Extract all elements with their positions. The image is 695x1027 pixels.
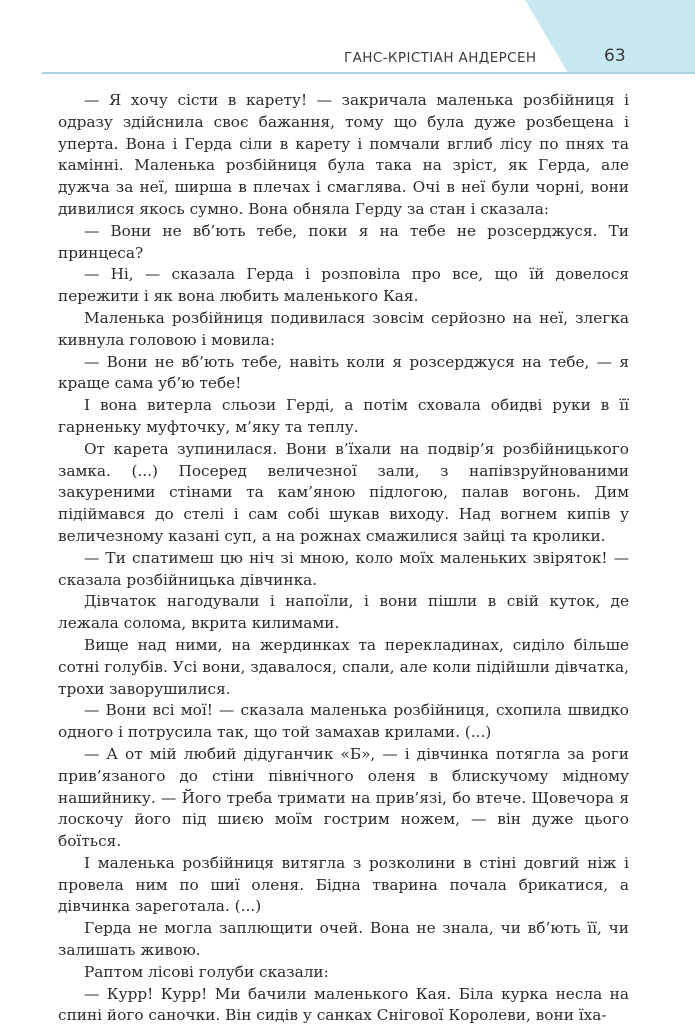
story-text: [58, 90, 629, 1027]
paragraph: І маленька розбійниця витягла з розколини в стіні довгий ніж і провела ним по шиї оленя. Бідна тварина почала брикатися, а дівчинка зареготала. (...): [58, 853, 629, 916]
paragraph: — А от мій любий дідуганчик «Б», — і дівчинка потягла за роги прив’язаного до стіни північного оленя в блискучому мідному нашийнику. — Його треба тримати на прив’язі, бо втече. Щовечора я лоскочу його під шиєю моїм гострим ножем, — він дуже цього боїться.: [58, 744, 629, 851]
paragraph: — Я хочу сісти в карету! — закричала маленька розбійниця і одразу здійснила своє бажання, тому що була дуже розбещена і уперта. Вона і Герда сіли в карету і помчали вглиб лісу по пнях та камінні. Маленька розбійниця була така на зріст, як Герда, але дужча за неї, ширша в плечах і смаглява. Очі в неї були чорні, вони дивилися якось сумно. Вона обняла Герду за стан і сказала:: [58, 91, 629, 218]
header-divider: [42, 72, 695, 74]
paragraph: — Вони всі мої! — сказала маленька розбійниця, схопила швидко одного і потрусила так, що той замахав крилами. (...): [58, 701, 629, 742]
page-number: 63: [604, 46, 626, 66]
paragraph: — Ти спатимеш цю ніч зі мною, коло моїх маленьких звіряток! — сказала розбійницька дівчинка.: [58, 548, 629, 589]
paragraph: — Ні, — сказала Герда і розповіла про все, що їй довелося пережити і як вона любить маленького Кая.: [58, 265, 629, 306]
paragraph: Герда не могла заплющити очей. Вона не знала, чи вб’ють її, чи залишать живою.: [58, 919, 629, 960]
paragraph: І вона витерла сльози Герді, а потім сховала обидві руки в її гарненьку муфточку, м’яку та теплу.: [58, 396, 629, 436]
paragraph: Вище над ними, на жердинках та перекладинах, сиділо більше сотні голубів. Усі вони, здавалося, спали, але коли підійшли дівчатка, трохи заворушилися.: [58, 635, 629, 698]
running-header-author: ГАНС-КРІСТІАН АНДЕРСЕН: [344, 50, 537, 66]
paragraph: — Вони не вб’ють тебе, поки я на тебе не розсерджуся. Ти принцеса?: [58, 221, 629, 262]
paragraph: Маленька розбійниця подивилася зовсім серйозно на неї, злегка кивнула головою і мовила:: [58, 308, 629, 349]
paragraph: — Вони не вб’ють тебе, навіть коли я розсерджуся на тебе, — я краще сама уб’ю тебе!: [58, 352, 629, 393]
paragraph: Дівчаток нагодували і напоїли, і вони пішли в свій куток, де лежала солома, вкрита килимами.: [58, 592, 629, 633]
paragraph: От карета зупинилася. Вони в’їхали на подвір’я розбійницького замка. (...) Посеред величезної зали, з напівзруйнованими закуреними стінами та кам’яною підлогою, палав вогонь. Дим підіймався до стелі і сам собі шукав виходу. Над вогнем кипів у величезному казані суп, а на рожнах смажилися зайці та кролики.: [58, 439, 629, 545]
paragraph: — Курр! Курр! Ми бачили маленького Кая. Біла курка несла на спині його саночки. Він сидів у санках Снігової Королеви, вони їха-: [58, 984, 629, 1025]
paragraph: Раптом лісові голуби сказали:: [84, 962, 329, 981]
